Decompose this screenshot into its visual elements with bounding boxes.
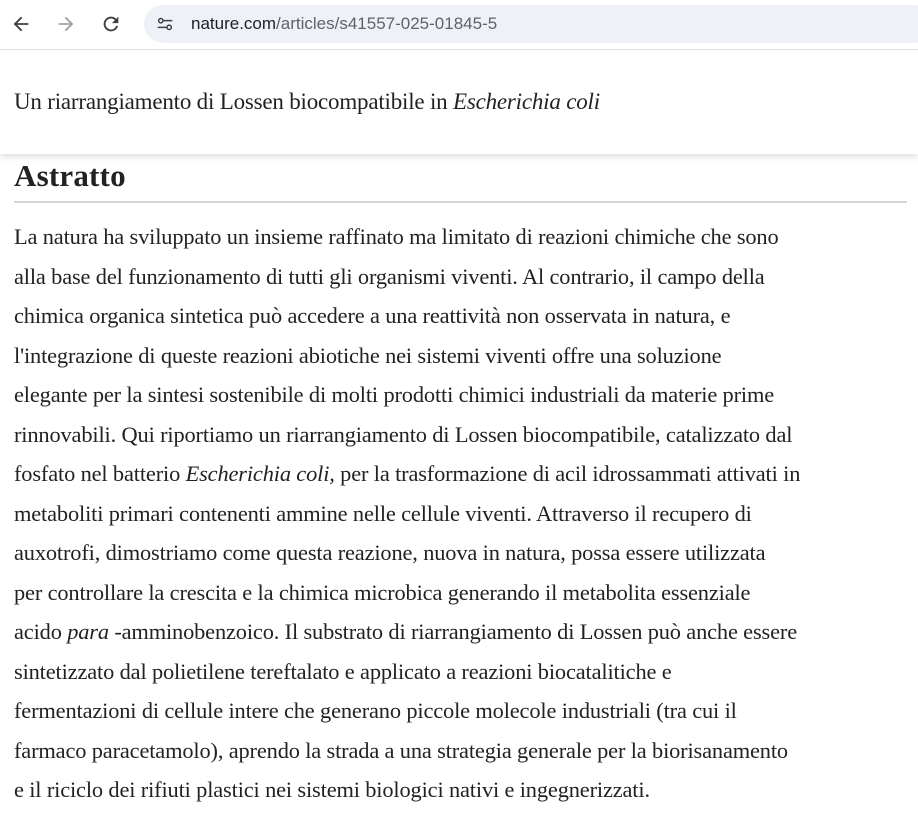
- abstract-line: chimica organica sintetica può accedere a una reattività non osservata in natura, e: [14, 303, 731, 328]
- abstract-line: [14, 454, 909, 494]
- abstract-line: per controllare la crescita e la chimica microbica generando il metabolita essenziale: [14, 579, 751, 605]
- abstract-line: rinnovabili. Qui riportiamo un riarrangiamento di Lossen biocompatibile, catalizzato dal: [14, 421, 793, 447]
- url-path: /articles/s41557-025-01845-5: [276, 14, 498, 33]
- article-content: [14, 154, 908, 810]
- url-text[interactable]: [191, 14, 497, 34]
- abstract-text: per la trasformazione di acil idrossammati attivati in: [334, 461, 801, 486]
- arrow-left-icon: [10, 13, 32, 35]
- article-sticky-header: [0, 51, 918, 154]
- species-name: Escherichia coli,: [185, 461, 335, 486]
- abstract-text: fosfato nel batterio: [14, 461, 186, 486]
- site-info-button[interactable]: [152, 11, 178, 37]
- reload-button[interactable]: [96, 9, 126, 39]
- reload-icon: [100, 13, 122, 35]
- chem-prefix: para: [67, 619, 109, 644]
- abstract-line: auxotrofi, dimostriamo come questa reazione, nuova in natura, possa essere utilizzata: [14, 540, 766, 565]
- url-domain: nature.com: [191, 14, 277, 33]
- abstract-paragraph: [14, 217, 909, 810]
- abstract-line: elegante per la sintesi sostenibile di molti prodotti chimici industriali da materie prime: [14, 382, 775, 407]
- address-bar[interactable]: [144, 5, 918, 43]
- abstract-line: sintetizzato dal polietilene tereftalato e applicato a reazioni biocatalitiche e: [14, 658, 672, 684]
- abstract-line: fermentazioni di cellule intere che generano piccole molecole industriali (tra cui il: [14, 698, 737, 723]
- abstract-line: l'integrazione di queste reazioni abiotiche nei sistemi viventi offre una soluzione: [14, 342, 722, 368]
- abstract-line: e il riciclo dei rifiuti plastici nei sistemi biologici nativi e ingegnerizzati.: [14, 777, 650, 802]
- abstract-line: farmaco paracetamolo), aprendo la strada a una strategia generale per la biorisanamento: [14, 737, 788, 763]
- forward-button[interactable]: [51, 9, 81, 39]
- abstract-line: alla base del funzionamento di tutti gli organismi viventi. Al contrario, il campo della: [14, 263, 765, 289]
- article-title: [14, 89, 600, 115]
- article-title-text: Un riarrangiamento di Lossen biocompatibile in: [14, 89, 453, 114]
- arrow-right-icon: [55, 13, 77, 35]
- abstract-line: La natura ha sviluppato un insieme raffinato ma limitato di reazioni chimiche che sono: [14, 224, 779, 249]
- abstract-text: -amminobenzoico. Il substrato di riarrangiamento di Lossen può anche essere: [108, 619, 797, 644]
- back-button[interactable]: [6, 9, 36, 39]
- tune-icon: [155, 14, 175, 34]
- browser-toolbar: [0, 0, 918, 50]
- section-heading: Astratto: [14, 158, 126, 193]
- section-divider: [14, 201, 907, 203]
- abstract-text: acido: [14, 619, 68, 644]
- abstract-line: [14, 612, 909, 652]
- abstract-line: metaboliti primari contenenti ammine nelle cellule viventi. Attraverso il recupero di: [14, 500, 752, 526]
- article-title-species: Escherichia coli: [453, 89, 600, 114]
